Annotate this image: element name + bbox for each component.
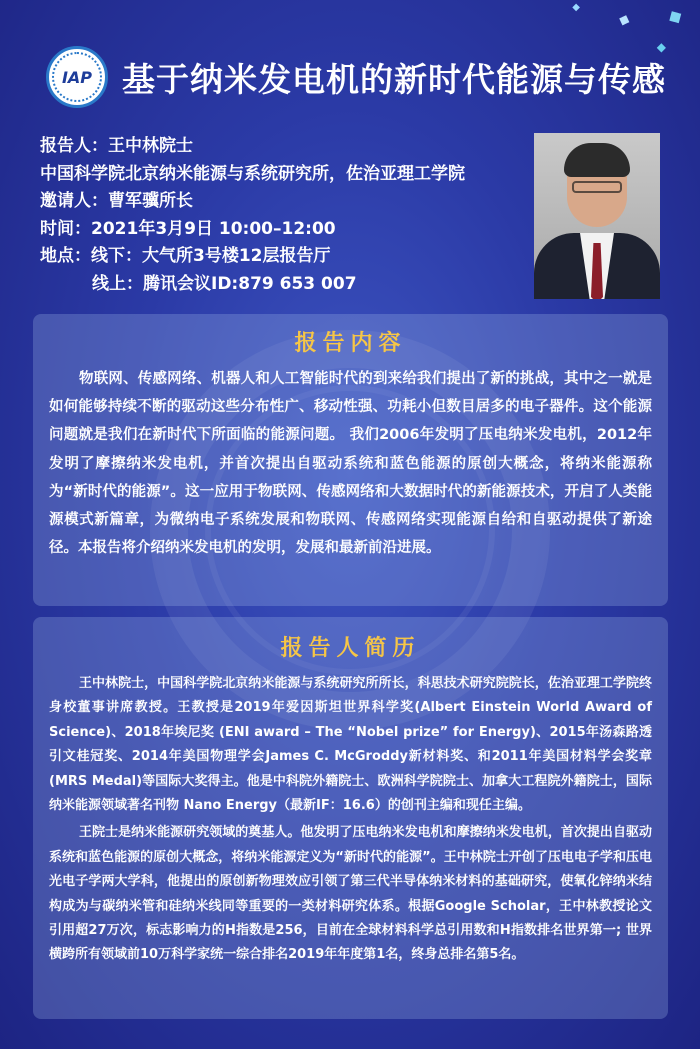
decoration-leaf-icon: ◆	[572, 2, 580, 13]
location-online-line: 线上：腾讯会议ID:879 653 007	[92, 273, 357, 294]
location-offline-line: 地点：线下：大气所3号楼12层报告厅	[40, 246, 331, 266]
report-content-text: 物联网、传感网络、机器人和人工智能时代的到来给我们提出了新的挑战，其中之一就是如何能够持续不断的驱动这些分布性广、移动性强、功耗小但数目居多的电子器件。这个能源问题就是我们在新时代下所面临的能源问题。 我们2006年发明了压电纳米发电机，2012年发明了摩擦纳米发电机，并首次提出自驱动系统和蓝色能源的原创大概念，将纳米能源称为“新时代的能源”。这一应用于物联网、传感网络和大数据时代的新能源技术，开启了人类能源模式新篇章，为微纳电子系统发展和物联网、传感网络实现能源自给和自驱动提供了新途径。本报告将介绍纳米发电机的发明，发展和最新前沿进展。	[49, 371, 652, 557]
poster-header	[0, 28, 700, 120]
speaker-bio-paragraph-1: 王中林院士，中国科学院北京纳米能源与系统研究所所长，科思技术研究院院长，佐治亚理工学院终身校董事讲席教授。王教授是2019年爱因斯坦世界科学奖(Albert Einstein World Award of Science)、2018年埃尼奖 (ENI award – The “Nobel prize” for Energy)、2015年汤森路透引文桂冠奖、2014年美国物理学会James C. McGroddy新材料奖、和2011年美国材料学会奖章(MRS Medal)等国际大奖得主。他是中科院外籍院士、欧洲科学院院士、加拿大工程院外籍院士，国际纳米能源领域著名刊物 Nano Energy（最新IF：16.6）的创刊主编和现任主编。	[49, 676, 652, 814]
poster-title: 基于纳米发电机的新时代能源与传感	[122, 60, 666, 99]
decoration-leaf-icon: ◆	[616, 10, 633, 30]
photo-glasses	[572, 181, 622, 193]
speaker-bio-panel	[33, 617, 668, 1019]
lecture-info	[40, 133, 520, 298]
photo-hair	[564, 143, 630, 177]
iap-logo-icon	[46, 46, 108, 108]
logo-text: IAP	[61, 67, 93, 87]
speaker-bio-paragraph-2: 王院士是纳米能源研究领域的奠基人。他发明了压电纳米发电机和摩擦纳米发电机，首次提出自驱动系统和蓝色能源的原创大概念，将纳米能源定义为“新时代的能源”。王中林院士开创了压电电子学和压电光电子学两大学科，他提出的原创新物理效应引领了第三代半导体纳米材料的基础研究，使氧化锌纳米结构成为与碳纳米管和硅纳米线同等重要的一类材料研究体系。根据Google Scholar，王中林教授论文引用超27万次，标志影响力的H指数是256，目前在全球材料科学总引用数和H指数排名世界第一; 世界横跨所有领域前10万科学家统一综合排名2019年年度第1名，终身总排名第5名。	[49, 825, 652, 963]
decoration-leaf-icon: ◆	[656, 40, 666, 54]
affiliation-line: 中国科学院北京纳米能源与系统研究所，佐治亚理工学院	[40, 163, 465, 184]
report-content-panel	[33, 314, 668, 606]
decoration-leaf-icon: ◆	[663, 3, 687, 30]
report-content-heading: 报告内容	[294, 331, 407, 356]
speaker-photo	[534, 133, 660, 299]
reporter-line: 报告人：王中林院士	[40, 136, 193, 156]
speaker-bio-heading: 报告人简历	[280, 636, 421, 661]
inviter-line: 邀请人：曹军骥所长	[40, 191, 193, 211]
logo-ring	[52, 52, 102, 102]
time-line: 时间：2021年3月9日 10:00–12:00	[40, 218, 336, 239]
location-online-row	[40, 271, 520, 299]
